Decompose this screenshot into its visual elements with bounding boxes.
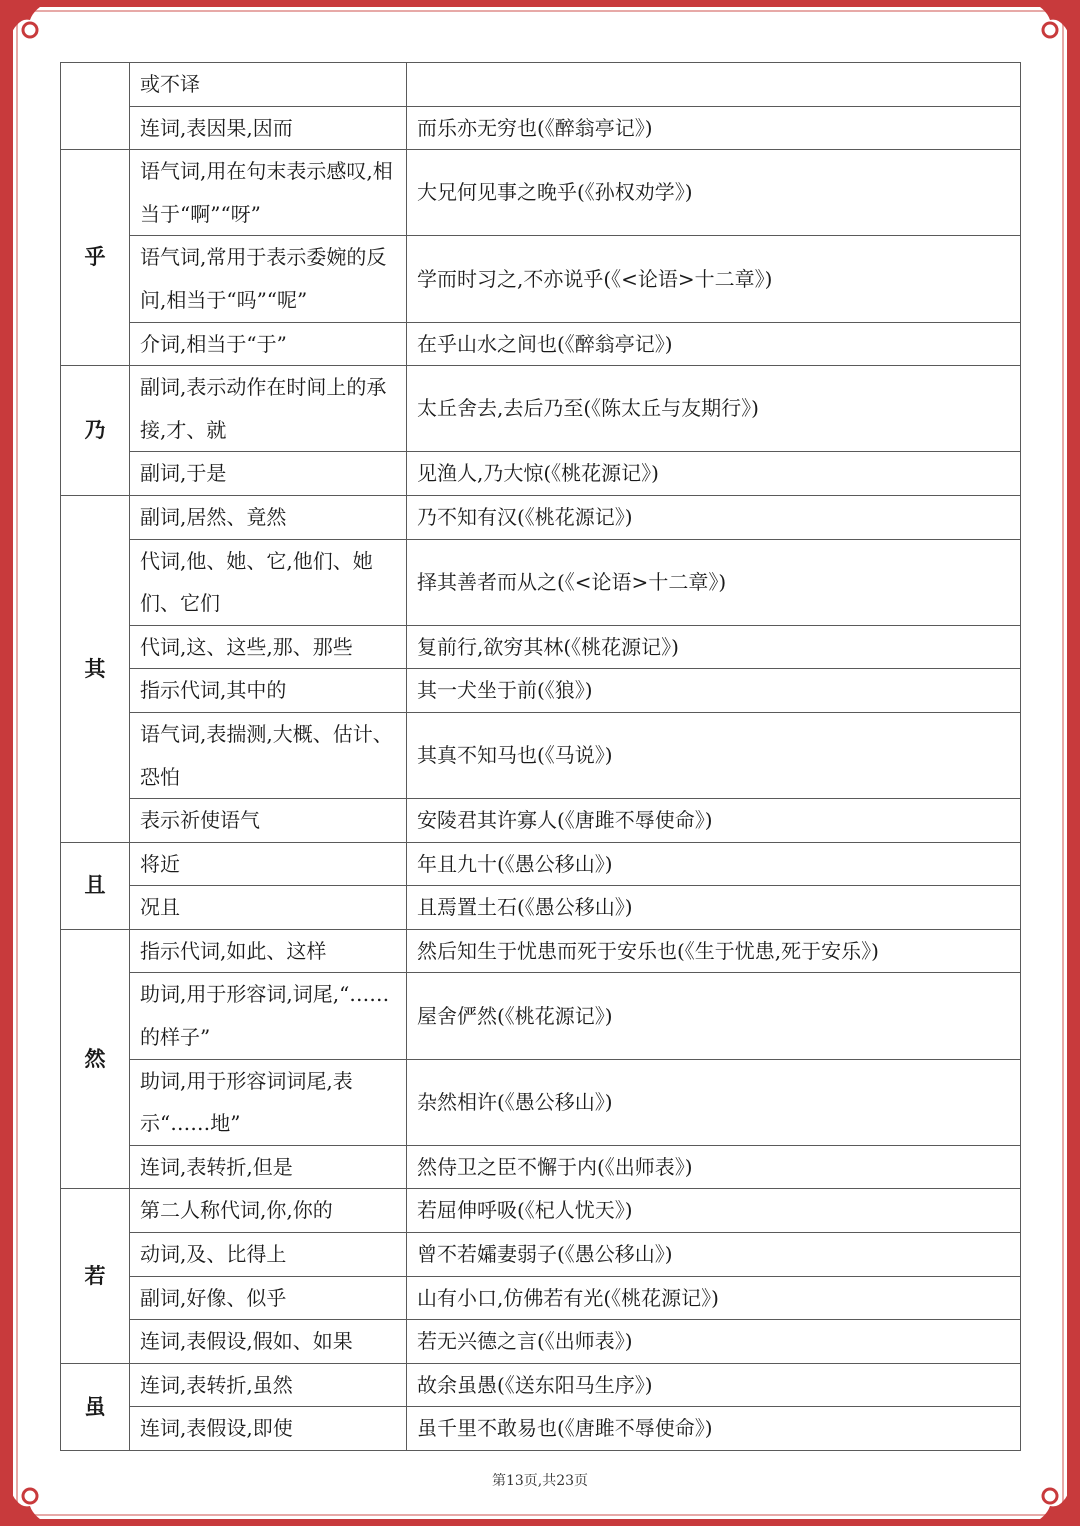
- meaning-cell: 副词,表示动作在时间上的承接,才、就: [130, 366, 407, 452]
- table-row: [61, 842, 1021, 886]
- page-number: 第13页,共23页: [491, 1473, 589, 1489]
- example-cell: 故余虽愚(《送东阳马生序》): [407, 1363, 1021, 1407]
- meaning-cell: 助词,用于形容词,词尾,“……的样子”: [130, 973, 407, 1059]
- example-cell: 学而时习之,不亦说乎(《<论语>十二章》): [407, 236, 1021, 322]
- headword-cell: 虽: [61, 1363, 130, 1450]
- meaning-cell: 连词,表转折,但是: [130, 1145, 407, 1189]
- table-row: [61, 1320, 1021, 1364]
- example-cell: 复前行,欲穷其林(《桃花源记》): [407, 625, 1021, 669]
- table-row: [61, 886, 1021, 930]
- example-cell: 其一犬坐于前(《狼》): [407, 669, 1021, 713]
- example-cell: 若无兴德之言(《出师表》): [407, 1320, 1021, 1364]
- meaning-cell: 副词,居然、竟然: [130, 495, 407, 539]
- example-cell: 且焉置土石(《愚公移山》): [407, 886, 1021, 930]
- example-cell: 若屈伸呼吸(《杞人忧天》): [407, 1189, 1021, 1233]
- example-cell: 乃不知有汉(《桃花源记》): [407, 495, 1021, 539]
- table-row: [61, 1145, 1021, 1189]
- meaning-cell: 或不译: [130, 63, 407, 107]
- meaning-cell: 指示代词,如此、这样: [130, 929, 407, 973]
- table-row: [61, 452, 1021, 496]
- example-cell: 择其善者而从之(《<论语>十二章》): [407, 539, 1021, 625]
- table-row: [61, 1407, 1021, 1451]
- example-cell: 在乎山水之间也(《醉翁亭记》): [407, 322, 1021, 366]
- table-row: [61, 712, 1021, 798]
- example-cell: [407, 63, 1021, 107]
- meaning-cell: 表示祈使语气: [130, 799, 407, 843]
- table-row: [61, 322, 1021, 366]
- table-row: [61, 799, 1021, 843]
- headword-cell: 其: [61, 495, 130, 842]
- example-cell: 安陵君其许寡人(《唐雎不辱使命》): [407, 799, 1021, 843]
- meaning-cell: 连词,表假设,即使: [130, 1407, 407, 1451]
- meaning-cell: 指示代词,其中的: [130, 669, 407, 713]
- headword-cell: 且: [61, 842, 130, 929]
- corner-ornament-icon: [1016, 0, 1080, 64]
- table-row: [61, 669, 1021, 713]
- meaning-cell: 语气词,常用于表示委婉的反问,相当于“吗”“呢”: [130, 236, 407, 322]
- example-cell: 见渔人,乃大惊(《桃花源记》): [407, 452, 1021, 496]
- example-cell: 山有小口,仿佛若有光(《桃花源记》): [407, 1276, 1021, 1320]
- vocab-table: [60, 62, 1021, 1451]
- example-cell: 年且九十(《愚公移山》): [407, 842, 1021, 886]
- meaning-cell: 语气词,表揣测,大概、估计、恐怕: [130, 712, 407, 798]
- table-row: [61, 973, 1021, 1059]
- table-row: [61, 625, 1021, 669]
- meaning-cell: 连词,表转折,虽然: [130, 1363, 407, 1407]
- meaning-cell: 况且: [130, 886, 407, 930]
- meaning-cell: 连词,表因果,因而: [130, 106, 407, 150]
- meaning-cell: 第二人称代词,你,你的: [130, 1189, 407, 1233]
- meaning-cell: 将近: [130, 842, 407, 886]
- example-cell: 太丘舍去,去后乃至(《陈太丘与友期行》): [407, 366, 1021, 452]
- meaning-cell: 代词,这、这些,那、那些: [130, 625, 407, 669]
- meaning-cell: 代词,他、她、它,他们、她们、它们: [130, 539, 407, 625]
- example-cell: 大兄何见事之晚乎(《孙权劝学》): [407, 150, 1021, 236]
- meaning-cell: 语气词,用在句末表示感叹,相当于“啊”“呀”: [130, 150, 407, 236]
- table-row: [61, 539, 1021, 625]
- table-row: [61, 106, 1021, 150]
- example-cell: 曾不若孀妻弱子(《愚公移山》): [407, 1233, 1021, 1277]
- example-cell: 杂然相许(《愚公移山》): [407, 1059, 1021, 1145]
- example-cell: 虽千里不敢易也(《唐雎不辱使命》): [407, 1407, 1021, 1451]
- table-row: [61, 1363, 1021, 1407]
- meaning-cell: 介词,相当于“于”: [130, 322, 407, 366]
- table-row: [61, 1233, 1021, 1277]
- table-row: [61, 150, 1021, 236]
- example-cell: 而乐亦无穷也(《醉翁亭记》): [407, 106, 1021, 150]
- table-row: [61, 1276, 1021, 1320]
- meaning-cell: 副词,好像、似乎: [130, 1276, 407, 1320]
- meaning-cell: 连词,表假设,假如、如果: [130, 1320, 407, 1364]
- table-row: [61, 366, 1021, 452]
- headword-cell: 然: [61, 929, 130, 1189]
- headword-cell: 乎: [61, 150, 130, 366]
- table-row: [61, 1059, 1021, 1145]
- table-row: [61, 236, 1021, 322]
- table-row: [61, 63, 1021, 107]
- table-row: [61, 1189, 1021, 1233]
- meaning-cell: 助词,用于形容词词尾,表示“……地”: [130, 1059, 407, 1145]
- meaning-cell: 副词,于是: [130, 452, 407, 496]
- vocab-table-body: [61, 63, 1021, 1451]
- example-cell: 屋舍俨然(《桃花源记》): [407, 973, 1021, 1059]
- corner-ornament-icon: [0, 0, 64, 64]
- example-cell: 然后知生于忧患而死于安乐也(《生于忧患,死于安乐》): [407, 929, 1021, 973]
- headword-cell: 乃: [61, 366, 130, 496]
- table-row: [61, 929, 1021, 973]
- headword-cell: [61, 63, 130, 150]
- table-row: [61, 495, 1021, 539]
- meaning-cell: 动词,及、比得上: [130, 1233, 407, 1277]
- headword-cell: 若: [61, 1189, 130, 1363]
- example-cell: 然侍卫之臣不懈于内(《出师表》): [407, 1145, 1021, 1189]
- example-cell: 其真不知马也(《马说》): [407, 712, 1021, 798]
